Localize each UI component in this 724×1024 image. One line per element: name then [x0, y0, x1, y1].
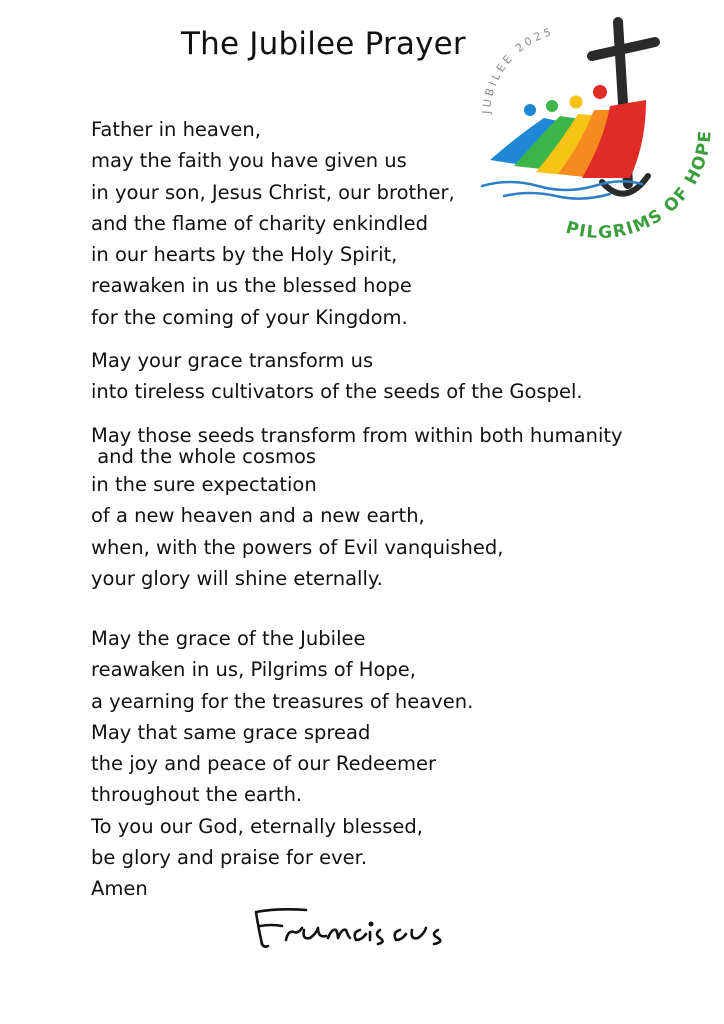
stanza-4: [91, 623, 473, 905]
prayer-line: throughout the earth.: [91, 783, 303, 807]
prayer-line: in our hearts by the Holy Spirit,: [91, 243, 398, 267]
signature-franciscus: [248, 896, 508, 968]
prayer-line: Father in heaven,: [91, 118, 261, 141]
prayer-line: of a new heaven and a new earth,: [91, 504, 425, 528]
prayer-line: Amen: [91, 877, 148, 901]
prayer-line: and the flame of charity enkindled: [91, 211, 428, 235]
prayer-line: reawaken in us, Pilgrims of Hope,: [91, 658, 416, 682]
logo-arc-top-text: JUBILEE 2025: [479, 24, 556, 115]
stanza-3: [91, 426, 623, 594]
logo-arc-bottom-text: PILGRIMS OF HOPE: [563, 128, 716, 244]
jubilee-2025-logo: [470, 14, 720, 254]
prayer-line: when, with the powers of Evil vanquished,: [91, 535, 504, 559]
page-title: The Jubilee Prayer: [181, 26, 466, 62]
prayer-line: To you our God, eternally blessed,: [91, 814, 423, 838]
stanza-1: [91, 114, 455, 333]
prayer-line: may the faith you have given us: [91, 149, 407, 173]
prayer-line: be glory and praise for ever.: [91, 846, 368, 870]
prayer-line: in the sure expectation: [91, 473, 317, 496]
prayer-line: May that same grace spread: [91, 720, 371, 744]
prayer-line: for the coming of your Kingdom.: [91, 305, 408, 329]
svg-text:JUBILEE 2025: [480, 25, 555, 116]
prayer-line: reawaken in us the blessed hope: [91, 274, 412, 298]
prayer-line: your glory will shine eternally.: [91, 566, 383, 590]
prayer-line: May your grace transform us: [91, 349, 374, 372]
stanza-2: [91, 345, 583, 408]
prayer-line: and the whole cosmos: [91, 445, 317, 468]
prayer-line: in your son, Jesus Christ, our brother,: [91, 180, 455, 204]
prayer-line: May those seeds transform from within both humanity: [91, 424, 623, 447]
prayer-line: the joy and peace of our Redeemer: [91, 752, 436, 776]
prayer-line: into tireless cultivators of the seeds of the Gospel.: [91, 380, 583, 404]
prayer-line: a yearning for the treasures of heaven.: [91, 689, 474, 713]
prayer-line: May the grace of the Jubilee: [91, 627, 366, 650]
